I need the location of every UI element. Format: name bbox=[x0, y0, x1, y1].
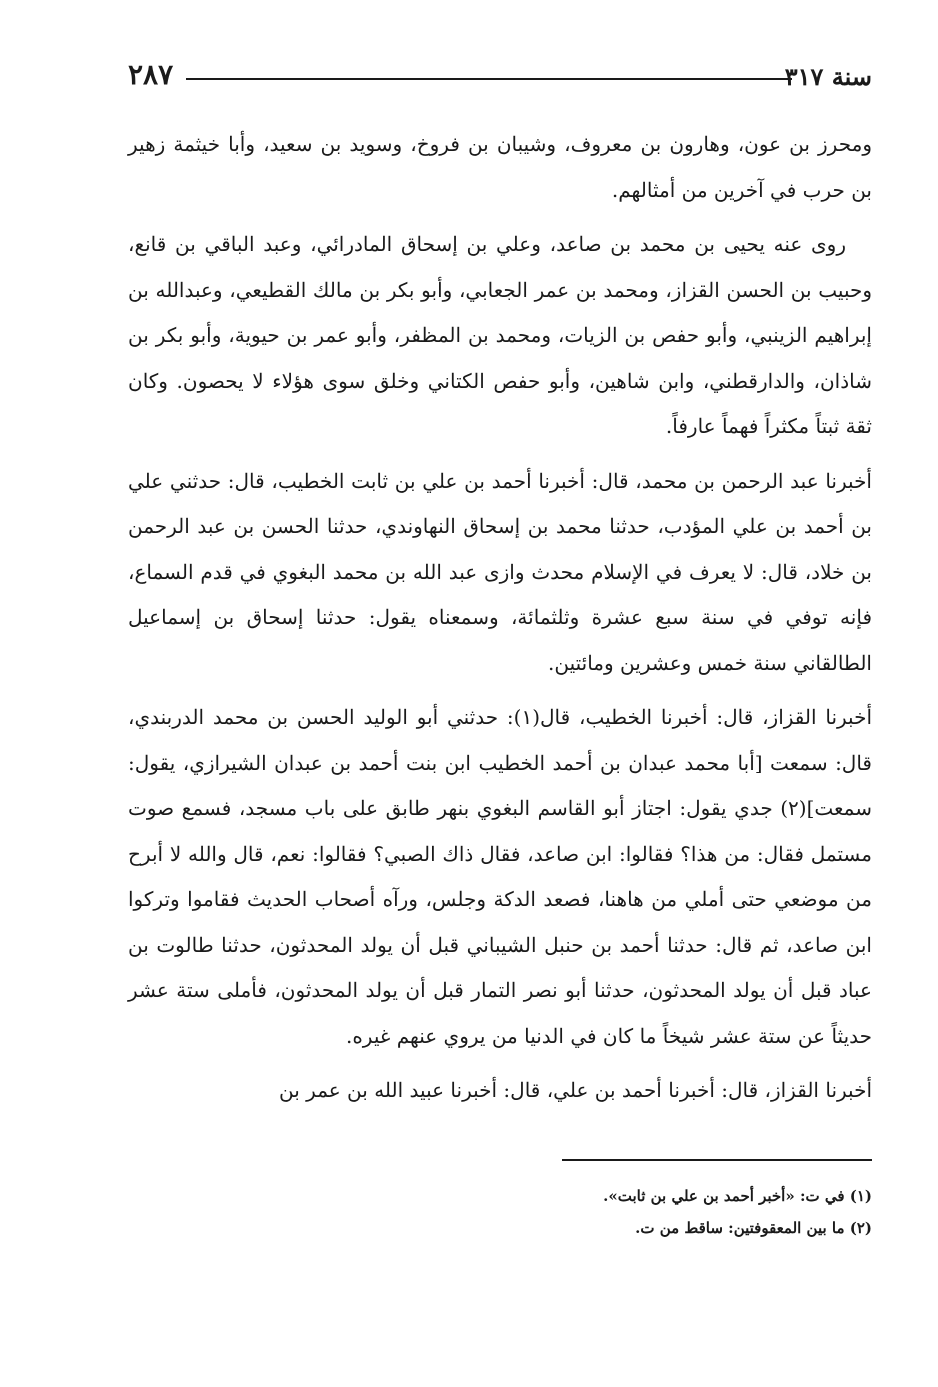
header-rule bbox=[186, 78, 792, 80]
paragraph-2: روى عنه يحيى بن محمد بن صاعد، وعلي بن إسحاق المادرائي، وعبد الباقي بن قانع، وحبيب بن الحسن القزاز، ومحمد بن عمر الجعابي، وأبو بكر بن مالك القطيعي، وعبدالله بن إبراهيم الزينبي، وأبو حفص بن الزيات، ومحمد بن المظفر، وأبو عمر بن حيوية، وأبو بكر بن شاذان، والدارقطني، وابن شاهين، وأبو حفص الكتاني وخلق سوى هؤلاء لا يحصون. وكان ثقة ثبتاً مكثراً فهماً عارفاً. bbox=[128, 232, 872, 438]
paragraph-4: أخبرنا القزاز، قال: أخبرنا الخطيب، قال(١): حدثني أبو الوليد الحسن بن محمد الدربندي، قال: سمعت [أبا محمد عبدان بن أحمد الخطيب ابن بنت أحمد بن عبدان الشيرازي، يقول: سمعت](٢) جدي يقول: اجتاز أبو القاسم البغوي بنهر طابق على باب مسجد، فسمع صوت مستمل فقال: من هذا؟ فقالوا: ابن صاعد، فقال ذاك الصبي؟ فقالوا: نعم، قال والله لا أبرح من موضعي حتى أملي من هاهنا، فصعد الدكة وجلس، ورآه أصحاب الحديث فقاموا وتركوا ابن صاعد، ثم قال: حدثنا أحمد بن حنبل الشيباني قبل أن يولد المحدثون، حدثنا طالوت بن عباد قبل أن يولد المحدثون، حدثنا أبو نصر التمار قبل أن يولد المحدثون، فأملى ستة عشر حديثاً عن ستة عشر شيخاً ما كان في الدنيا من يروي عنهم غيره. bbox=[128, 705, 873, 1048]
page-header bbox=[128, 58, 872, 98]
page-number: ٢٨٧ bbox=[128, 58, 174, 91]
running-head-year: سنة ٣١٧ bbox=[784, 62, 872, 91]
paragraph-5: أخبرنا القزاز، قال: أخبرنا أحمد بن علي، قال: أخبرنا عبيد الله بن عمر بن bbox=[279, 1078, 872, 1102]
footnote-2: (٢) ما بين المعقوفتين: ساقط من ت. bbox=[635, 1219, 872, 1237]
paragraph-3: أخبرنا عبد الرحمن بن محمد، قال: أخبرنا أحمد بن علي بن ثابت الخطيب، قال: حدثني علي بن أحمد بن علي المؤدب، حدثنا محمد بن إسحاق النهاوندي، حدثنا الحسن بن عبد الرحمن بن خلاد، قال: لا يعرف في الإسلام محدث وازى عبد الله بن محمد البغوي في قدم السماع، فإنه توفي في سنة سبع عشرة وثلثمائة، وسمعناه يقول: حدثنا إسحاق بن إسماعيل الطالقاني سنة خمس وعشرين ومائتين. bbox=[128, 468, 873, 675]
footnote-separator bbox=[562, 1159, 872, 1161]
footnote-1: (١) في ت: «أخبر أحمد بن علي بن ثابت». bbox=[603, 1187, 872, 1205]
footnotes bbox=[128, 1180, 872, 1244]
main-text bbox=[128, 122, 872, 1123]
paragraph-1: ومحرز بن عون، وهارون بن معروف، وشيبان بن فروخ، وسويد بن سعيد، وأبا خيثمة زهير بن حرب في آخرين من أمثالهم. bbox=[128, 132, 872, 202]
